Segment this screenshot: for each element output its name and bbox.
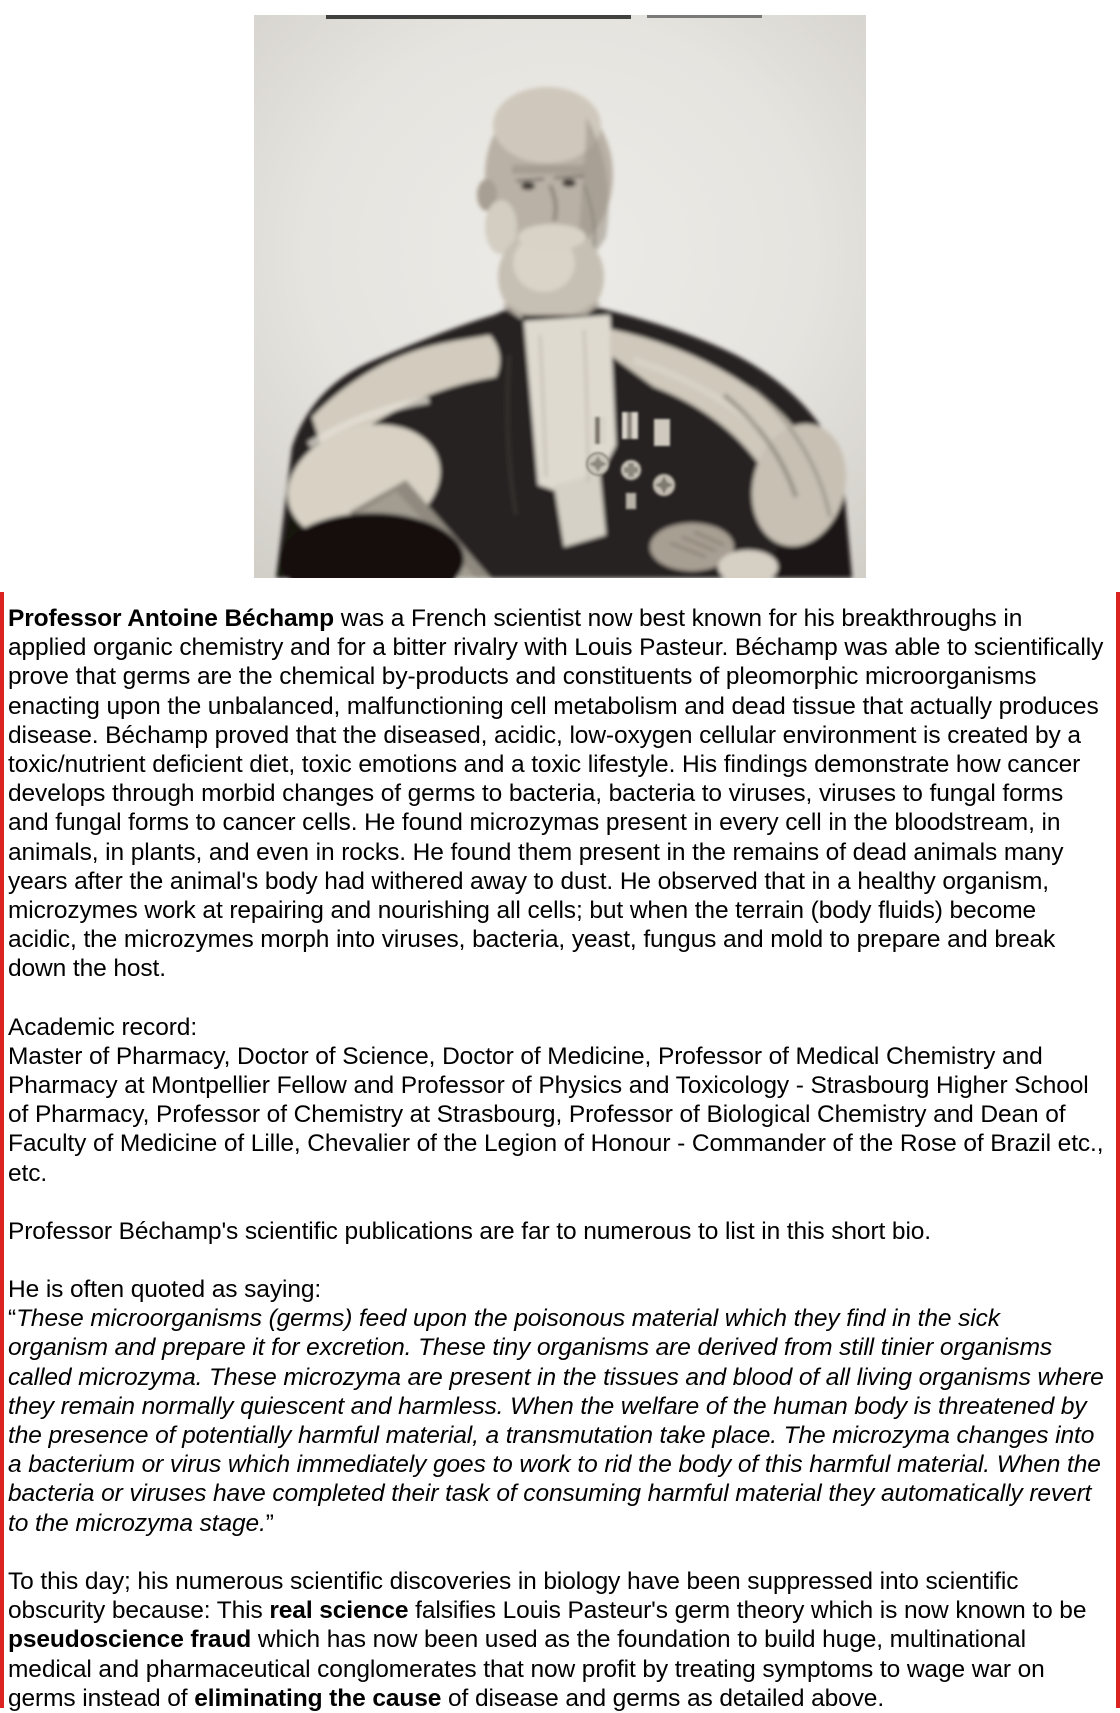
conclusion-paragraph xyxy=(8,1567,1106,1713)
text-segment: Professor Antoine Béchamp xyxy=(8,605,335,632)
portrait-photo-illustration xyxy=(254,15,866,578)
academic-record-paragraph xyxy=(8,1013,1106,1188)
publications-note-paragraph xyxy=(8,1217,1106,1246)
text-segment: To this day; his numerous scientific discoveries in biology have been suppressed into scientific obscurity because: This xyxy=(8,1567,1019,1625)
text-segment: of disease and germs as detailed above. xyxy=(441,1684,885,1712)
text-segment: He is often quoted as saying: xyxy=(8,1276,322,1304)
text-segment: real science xyxy=(269,1597,409,1625)
photo-top-line-2 xyxy=(647,15,762,18)
text-segment: eliminating the cause xyxy=(194,1684,442,1712)
text-segment: which has now been used as the foundation to build huge, multinational medical and pharmaceutical conglomerates that now profit by treating symptoms to wage war on germs instead of xyxy=(8,1626,1045,1712)
text-segment: These microorganisms (germs) feed upon the poisonous material which they find in the sick organism and prepare it for excretion. These tiny organisms are derived from still tinier organisms called microzyma. These microzyma are present in the tissues and blood of all living organisms where they remain normally quiescent and harmless. When the welfare of the human body is threatened by the presence of potentially harmful material, a transmutation take place. The microzyma changes into a bacterium or virus which immediately goes to work to rid the body of this harmful material. When the bacteria or viruses have completed their task of consuming harmful material they automatically revert to the microzyma stage. xyxy=(8,1305,1104,1537)
biography-text xyxy=(8,604,1106,1713)
text-segment: was a French scientist now best known for his breakthroughs in applied organic chemistry and for a bitter rivalry with Louis Pasteur. Béchamp was able to scientifically prove that germs are the chemical by-products and constituents of pleomorphic microorganisms enacting upon the unbalanced, malfunctioning cell metabolism and dead tissue that actually produces disease. Béchamp proved that the diseased, acidic, low-oxygen cellular environment is created by a toxic/nutrient deficient diet, toxic emotions and a toxic lifestyle. His findings demonstrate how cancer develops through morbid changes of germs to bacteria, bacteria to viruses, viruses to fungal forms and fungal forms to cancer cells. He found microzymas present in every cell in the bloodstream, in animals, in plants, and even in rocks. He found them present in the remains of dead animals many years after the animal's body had withered away to dust. He observed that in a healthy organism, microzymes work at repairing and nourishing all cells; but when the terrain (body fluids) become acidic, the microzymes morph into viruses, bacteria, yeast, fungus and mold to prepare and break down the host. xyxy=(8,605,1104,983)
text-segment: “ xyxy=(8,1305,17,1333)
photo-top-line xyxy=(326,15,631,19)
bechamp-portrait-photo xyxy=(254,15,866,578)
text-segment: Academic record: xyxy=(8,1013,198,1041)
text-segment: Master of Pharmacy, Doctor of Science, Doctor of Medicine, Professor of Medical Chemistry and Pharmacy at Montpellier Fellow and Professor of Physics and Toxicology - Strasbourg Higher School of Pharmacy, Professor of Chemistry at Strasbourg, Professor of Biological Chemistry and Dean of Faculty of Medicine of Lille, Chevalier of the Legion of Honour - Commander of the Rose of Brazil etc., etc. xyxy=(8,1042,1104,1187)
text-segment: Professor Béchamp's scientific publications are far to numerous to list in this short bio. xyxy=(8,1217,932,1245)
text-segment: falsifies Louis Pasteur's germ theory which is now known to be xyxy=(408,1597,1087,1625)
left-red-border xyxy=(0,592,4,1708)
bio-paragraph xyxy=(8,604,1106,984)
text-segment: ” xyxy=(265,1509,274,1537)
right-red-border xyxy=(1116,592,1120,1708)
text-segment: pseudoscience fraud xyxy=(8,1626,252,1654)
quote-paragraph xyxy=(8,1275,1106,1538)
